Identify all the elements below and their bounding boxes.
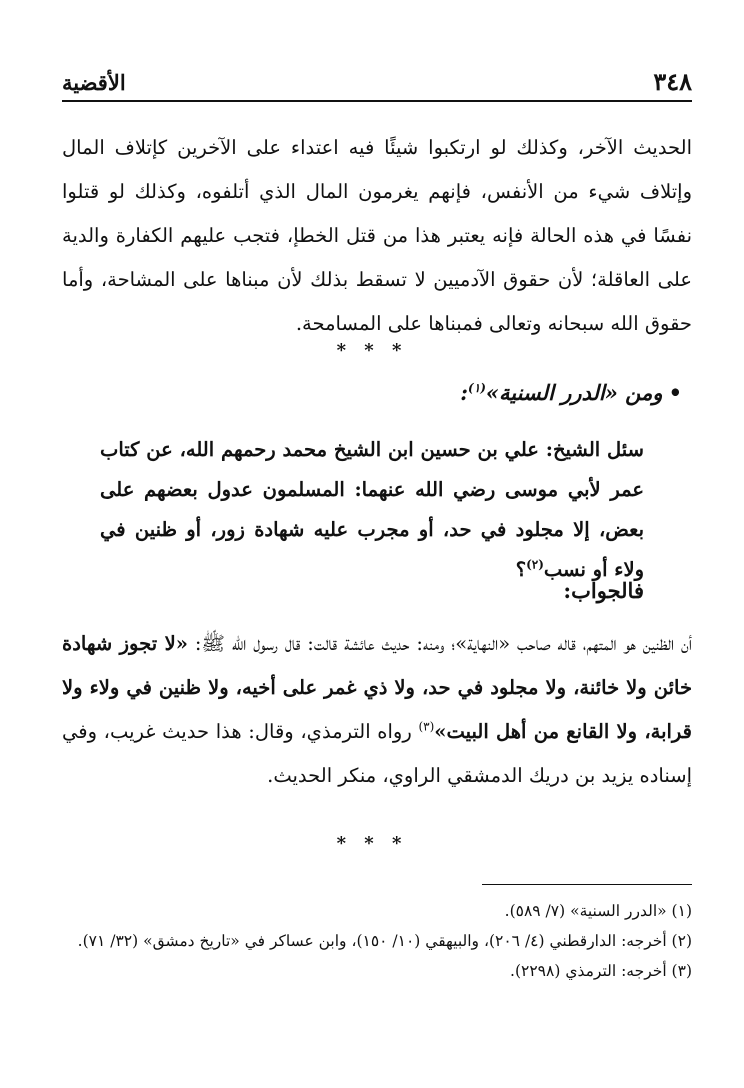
footnote-2: (٢) أخرجه: الدارقطني (٤/ ٢٠٦)، والبيهقي (١٠/ ١٥٠)، وابن عساكر في «تاريخ دمشق» (٣٢/ ٧١).: [77, 932, 692, 950]
page-header: [62, 62, 692, 102]
question-text: سئل الشيخ: علي بن حسين ابن الشيخ محمد رحمهم الله، عن كتاب عمر لأبي موسى رضي الله عنهما: المسلمون عدول بعضهم على بعض، إلا مجلود في حد، أو مجرب عليه شهادة زور، أو ظنين في ولاء أو نسب: [100, 438, 644, 581]
footnote-3: (٣) أخرجه: الترمذي (٢٢٩٨).: [510, 962, 692, 980]
question-end: ؟: [515, 558, 527, 581]
footnote-1: (١) «الدرر السنية» (٧/ ٥٨٩).: [504, 902, 692, 920]
question-block: [100, 430, 644, 590]
section-heading-text: ومن «الدرر السنية»: [485, 380, 663, 405]
answer-rest: رواه الترمذي، وقال: هذا حديث غريب، وفي إسناده يزيد بن دريك الدمشقي الراوي، منكر الحديث.: [62, 720, 692, 787]
section-separator: * * *: [336, 340, 408, 361]
answer-intro: أن الظنين هو المتهم، قاله صاحب «النهاية»؛ ومنه: حديث عائشة قالت: قال رسول الله ﷺ:: [187, 632, 692, 655]
footnote-ref-3[interactable]: (٣): [418, 719, 435, 734]
footnote-ref-2[interactable]: (٢): [526, 557, 544, 572]
page-number: ٣٤٨: [653, 67, 692, 96]
answer-label: فالجواب:: [563, 578, 644, 603]
paragraph-answer: [62, 622, 692, 798]
bullet-icon: •: [668, 380, 682, 405]
running-title: الأقضية: [62, 70, 126, 95]
footnotes: [62, 896, 692, 986]
paragraph-intro: الحديث الآخر، وكذلك لو ارتكبوا شيئًا فيه اعتداء على الآخرين كإتلاف المال وإتلاف شيء من الأنفس، فإنهم يغرمون المال الذي أتلفوه، وكذلك لو قتلوا نفسًا في هذه الحالة فإنه يعتبر هذا من قتل الخطإ، فتجب عليهم الكفارة والدية على العاقلة؛ لأن حقوق الآدميين لا تسقط بذلك لأن مبناها على المشاحة، وأما حقوق الله سبحانه وتعالى فمبناها على المسامحة.: [62, 136, 692, 335]
footnote-ref-1[interactable]: (١): [468, 381, 486, 395]
footnote-divider: [482, 884, 692, 885]
section-heading: [460, 380, 682, 405]
hadith-quote: «لا تجوز شهادة خائن ولا خائنة، ولا مجلود في حد، ولا ذي غمر على أخيه، ولا ظنين في ولاء ولا قرابة، ولا القانع من أهل البيت»: [62, 632, 692, 743]
section-heading-colon: :: [460, 380, 469, 405]
section-separator-2: * * *: [336, 833, 408, 854]
